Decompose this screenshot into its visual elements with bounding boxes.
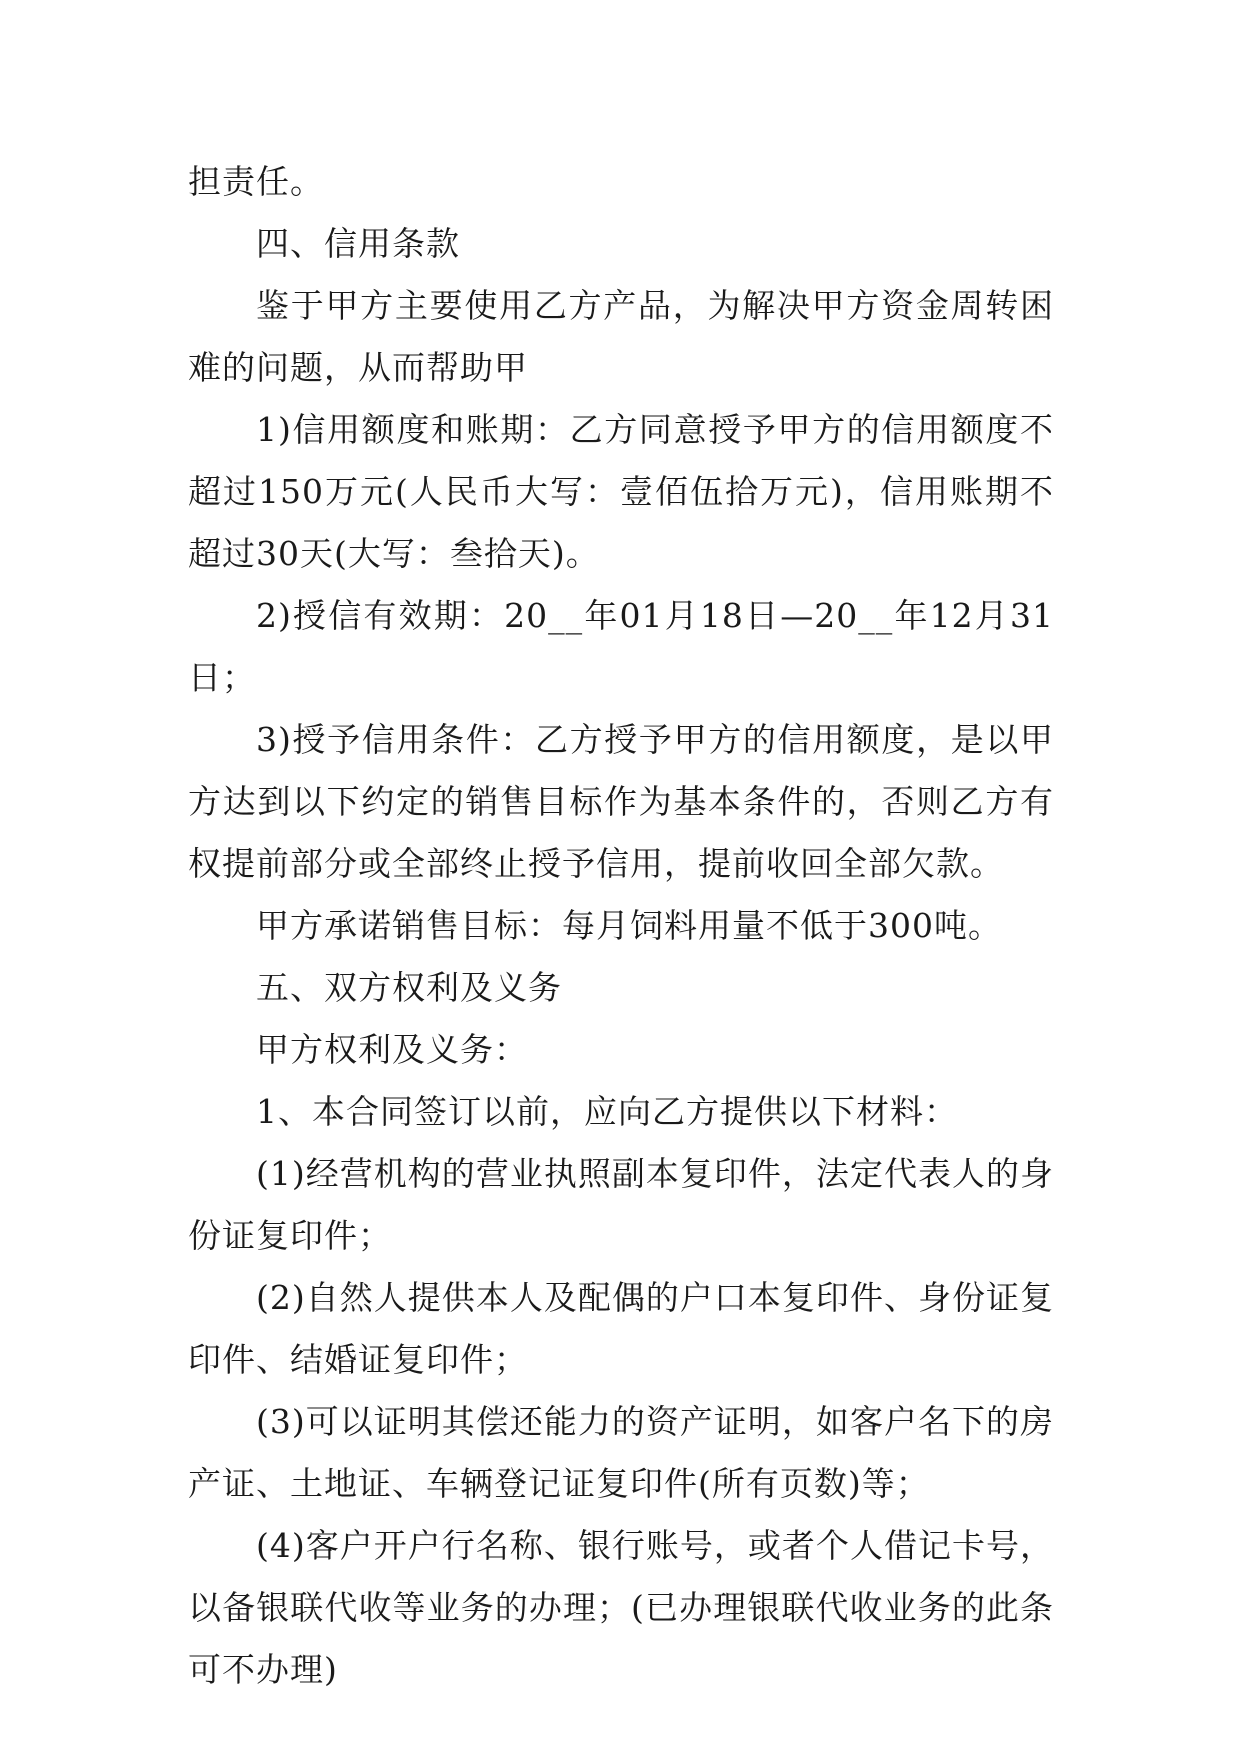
paragraph-credit-intro: 鉴于甲方主要使用乙方产品，为解决甲方资金周转困难的问题，从而帮助甲 bbox=[188, 286, 1054, 387]
section-heading-rights-obligations: 五、双方权利及义务 bbox=[256, 968, 562, 1007]
paragraph-credit-limit: 1)信用额度和账期：乙方同意授予甲方的信用额度不超过150万元(人民币大写：壹佰伍拾万元)，信用账期不超过30天(大写：叁拾天)。 bbox=[188, 410, 1054, 573]
paragraph-credit-conditions: 3)授予信用条件：乙方授予甲方的信用额度，是以甲方达到以下约定的销售目标作为基本条件的，否则乙方有权提前部分或全部终止授予信用，提前收回全部欠款。 bbox=[188, 720, 1054, 883]
list-subitem-3: (3)可以证明其偿还能力的资产证明，如客户名下的房产证、土地证、车辆登记证复印件(所有页数)等； bbox=[188, 1402, 1054, 1503]
paragraph-continuation: 担责任。 bbox=[188, 162, 324, 201]
document-page bbox=[188, 151, 1054, 1701]
list-subitem-1: (1)经营机构的营业执照副本复印件，法定代表人的身份证复印件； bbox=[188, 1154, 1054, 1255]
paragraph-credit-validity: 2)授信有效期：20__年01月18日—20__年12月31日； bbox=[188, 596, 1054, 697]
list-subitem-2: (2)自然人提供本人及配偶的户口本复印件、身份证复印件、结婚证复印件； bbox=[188, 1278, 1054, 1379]
list-item-1: 1、本合同签订以前，应向乙方提供以下材料： bbox=[256, 1092, 958, 1131]
subheading-party-a-rights: 甲方权利及义务： bbox=[256, 1030, 528, 1069]
section-heading-credit-terms: 四、信用条款 bbox=[256, 224, 460, 263]
list-subitem-4: (4)客户开户行名称、银行账号，或者个人借记卡号，以备银联代收等业务的办理；(已办理银联代收业务的此条可不办理) bbox=[188, 1526, 1054, 1689]
paragraph-sales-target: 甲方承诺销售目标：每月饲料用量不低于300吨。 bbox=[256, 906, 1002, 945]
